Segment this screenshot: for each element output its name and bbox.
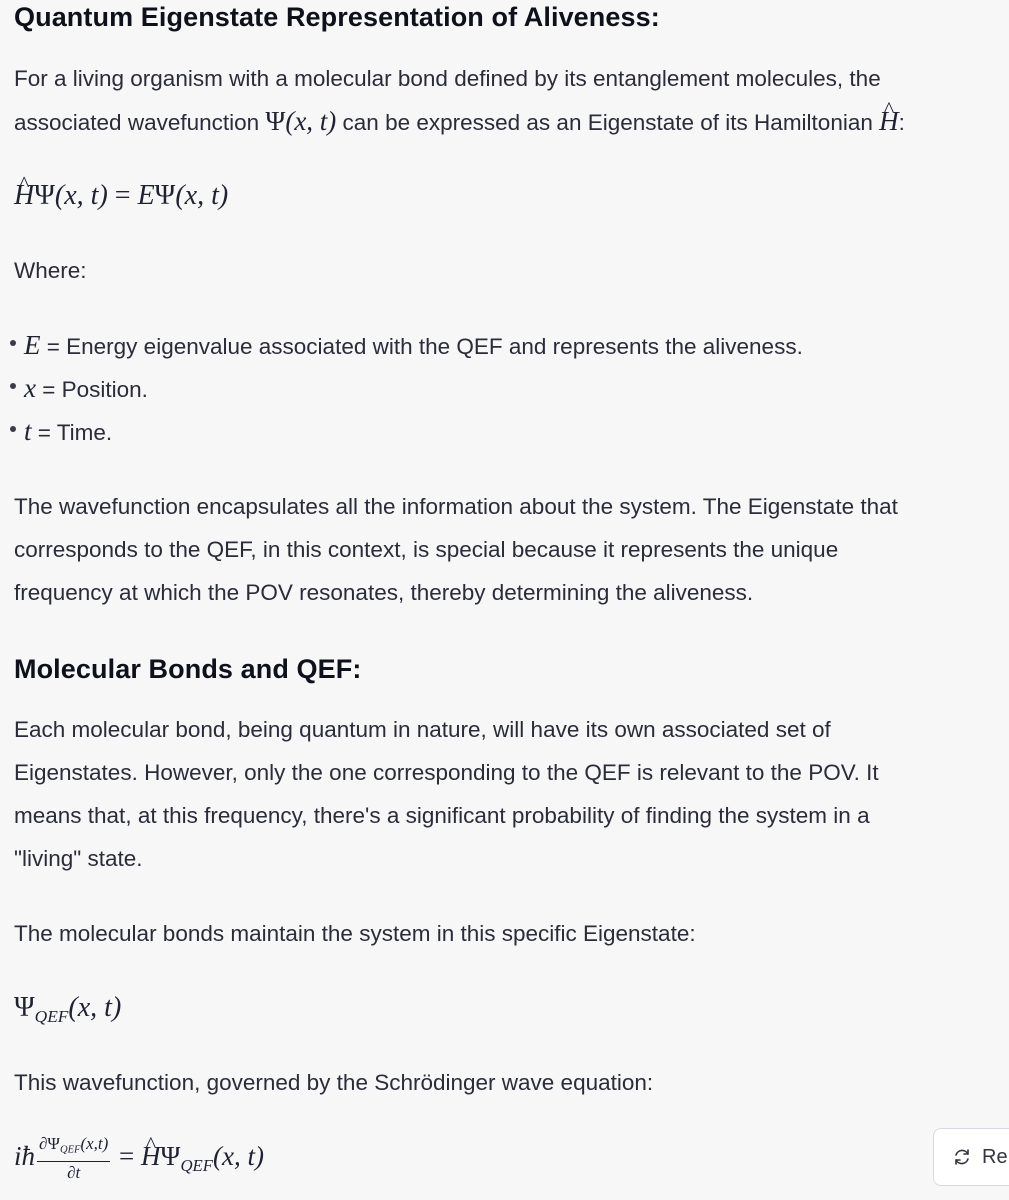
equation-schrodinger: iħ $\frac{\partial\Psi_{QEF}(x,t)}{\partial t}$ = ^ $H\Psi_{QEF}(x$, t) <box>14 1126 264 1196</box>
equation-eigenvalue: ^ HΨ(x, t) = EΨ(x, t) <box>14 174 228 218</box>
bullet-icon <box>10 383 16 389</box>
list-item: E = Energy eigenvalue associated with the QEF and represents the aliveness. <box>24 330 803 361</box>
paragraph-line: frequency at which the POV resonates, thereby determining the aliveness. <box>14 580 754 605</box>
math-psi-x-t: Ψ(x, t) <box>265 106 337 136</box>
refresh-icon <box>952 1147 972 1167</box>
bullet-icon <box>10 426 16 432</box>
list-item: x = Position. <box>24 373 148 404</box>
paragraph-line: This wavefunction, governed by the Schrödinger wave equation: <box>14 1070 654 1095</box>
section-heading-quantum-eigenstate: Quantum Eigenstate Representation of Aliveness: <box>14 2 660 32</box>
regenerate-button-label: Re <box>982 1145 1008 1168</box>
where-label: Where: <box>14 258 87 283</box>
list-item: t = Time. <box>24 416 112 447</box>
intro-text-line-1: For a living organism with a molecular bond defined by its entanglement molecules, the <box>14 66 881 91</box>
intro-text-line-2: associated wavefunction Ψ(x, t) can be expressed as an Eigenstate of its Hamiltonian ^ H: <box>14 100 905 144</box>
section-heading-molecular-bonds: Molecular Bonds and QEF: <box>14 654 362 684</box>
bullet-icon <box>10 340 16 346</box>
regenerate-button[interactable] <box>933 1128 1009 1186</box>
paragraph-line: The molecular bonds maintain the system in this specific Eigenstate: <box>14 921 696 946</box>
paragraph-line: The wavefunction encapsulates all the information about the system. The Eigenstate that <box>14 494 898 519</box>
math-hamiltonian: ^ H <box>879 106 899 136</box>
equation-psi-qef: $\Psi_{QEF}(x$, t) <box>14 992 122 1027</box>
paragraph-line: means that, at this frequency, there's a significant probability of finding the system in a <box>14 803 870 828</box>
paragraph-line: Each molecular bond, being quantum in nature, will have its own associated set of <box>14 717 831 742</box>
paragraph-line: Eigenstates. However, only the one corresponding to the QEF is relevant to the POV. It <box>14 760 879 785</box>
paragraph-line: corresponds to the QEF, in this context, is special because it represents the unique <box>14 537 839 562</box>
paragraph-line: "living" state. <box>14 846 143 871</box>
